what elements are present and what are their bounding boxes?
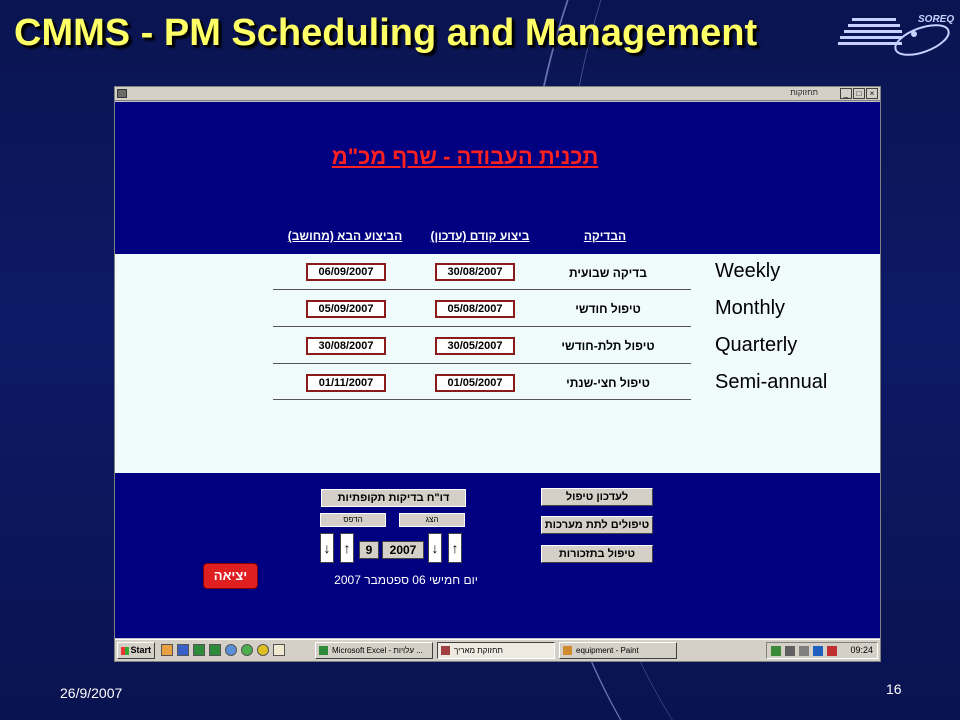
alert-icon[interactable] <box>827 646 837 656</box>
next-date-field: 05/09/2007 <box>306 300 386 318</box>
app-icon <box>117 89 127 98</box>
schedule-table <box>115 254 880 473</box>
current-date-text: יום חמישי 06 ספטמבר 2007 <box>334 573 478 587</box>
system-tray <box>766 642 878 659</box>
frequency-label: Semi-annual <box>715 371 828 393</box>
row-divider <box>273 326 691 327</box>
column-header-last: ביצוע קודם (עדכון) <box>430 229 530 243</box>
excel-icon <box>319 646 328 655</box>
test-name-monthly: טיפול חודשי <box>575 302 641 316</box>
frequency-label: Weekly <box>715 260 781 282</box>
network-icon[interactable] <box>771 646 781 656</box>
taskbar-item-maintenance[interactable] <box>437 642 555 659</box>
media-icon[interactable] <box>813 646 823 656</box>
task-label: Microsoft Excel - עלויות ... <box>332 646 423 655</box>
windows-flag-icon <box>121 647 129 655</box>
slide-page-number: 16 <box>886 681 902 697</box>
office-icon[interactable] <box>161 644 173 656</box>
taskbar-item-excel[interactable] <box>315 642 433 659</box>
monitor-icon[interactable] <box>799 646 809 656</box>
slide-title: CMMS - PM Scheduling and Management <box>14 12 758 54</box>
row-divider <box>273 363 691 364</box>
frequency-label: Quarterly <box>715 334 798 356</box>
control-panel <box>115 473 880 638</box>
test-name-weekly: בדיקה שבועית <box>569 266 647 280</box>
month-field[interactable]: 9 <box>359 541 379 559</box>
task-label: equipment - Paint <box>576 646 639 655</box>
print-button[interactable]: הדפס <box>320 513 386 527</box>
column-header-test: הבדיקה <box>583 229 627 243</box>
window-title: תחזוקות <box>790 88 818 97</box>
start-label: Start <box>130 645 151 655</box>
slide-date: 26/9/2007 <box>60 685 123 701</box>
column-header-next: הביצוע הבא (מחושב) <box>287 229 403 243</box>
report-title: דו"ח בדיקות תקופתיות <box>321 489 466 507</box>
year-field[interactable]: 2007 <box>382 541 424 559</box>
test-name-semiannual: טיפול חצי-שנתי <box>566 376 650 390</box>
next-date-field: 01/11/2007 <box>306 374 386 392</box>
clock: 09:24 <box>850 645 873 655</box>
arrow-up-icon[interactable]: ↑ <box>448 533 462 563</box>
task-label: תחזוקת מאריך <box>454 646 503 655</box>
media-icon[interactable] <box>257 644 269 656</box>
maximize-button[interactable]: □ <box>853 88 865 99</box>
taskbar <box>115 639 880 661</box>
next-date-field: 30/08/2007 <box>306 337 386 355</box>
form-heading: תכנית העבודה - שרף מכ"מ <box>331 144 599 169</box>
row-divider <box>273 399 691 400</box>
arrow-down-icon[interactable]: ↓ <box>428 533 442 563</box>
form-header-area <box>115 102 880 254</box>
app-window <box>114 86 881 662</box>
start-button[interactable] <box>117 642 155 659</box>
notes-icon[interactable] <box>273 644 285 656</box>
keyboard-icon[interactable] <box>785 646 795 656</box>
frequency-label: Monthly <box>715 297 786 319</box>
show-button[interactable]: הצג <box>399 513 465 527</box>
paint-icon <box>563 646 572 655</box>
arrow-up-icon[interactable]: ↑ <box>340 533 354 563</box>
explorer-icon[interactable] <box>241 644 253 656</box>
close-button[interactable]: × <box>866 88 878 99</box>
last-date-field[interactable]: 30/08/2007 <box>435 263 515 281</box>
reminders-button[interactable]: טיפול בתזכורות <box>541 545 653 563</box>
arrow-down-icon[interactable]: ↓ <box>320 533 334 563</box>
test-name-quarterly: טיפול תלת-חודשי <box>561 339 655 353</box>
access-icon[interactable] <box>209 644 221 656</box>
logo-text: SOREQ <box>918 14 955 25</box>
browser-icon[interactable] <box>225 644 237 656</box>
last-date-field[interactable]: 30/05/2007 <box>435 337 515 355</box>
last-date-field[interactable]: 01/05/2007 <box>435 374 515 392</box>
row-divider <box>273 289 691 290</box>
next-date-field: 06/09/2007 <box>306 263 386 281</box>
word-icon[interactable] <box>177 644 189 656</box>
update-treatment-button[interactable]: לעדכון טיפול <box>541 488 653 506</box>
excel-icon[interactable] <box>193 644 205 656</box>
subsystem-treatments-button[interactable]: טיפולים לתת מערכות <box>541 516 653 534</box>
minimize-button[interactable]: _ <box>840 88 852 99</box>
window-titlebar <box>115 87 880 101</box>
exit-button[interactable]: יציאה <box>203 563 258 589</box>
last-date-field[interactable]: 05/08/2007 <box>435 300 515 318</box>
app-icon <box>441 646 450 655</box>
taskbar-item-paint[interactable] <box>559 642 677 659</box>
